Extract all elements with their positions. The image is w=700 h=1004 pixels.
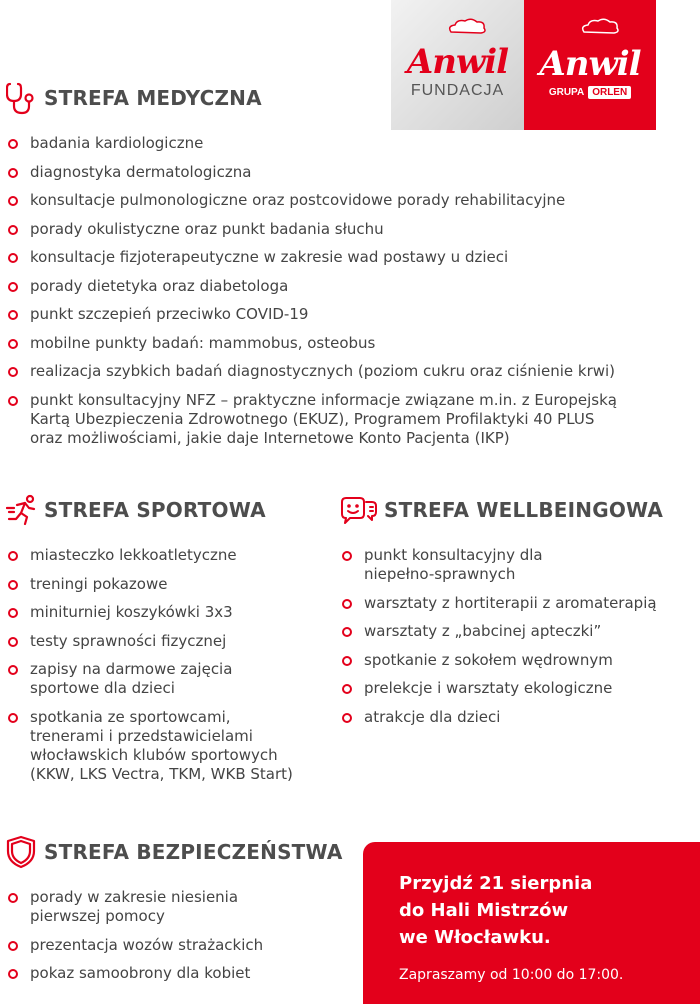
list-item: testy sprawności fizycznej bbox=[8, 632, 308, 651]
wellbeing-zone-title: STREFA WELLBEINGOWA bbox=[384, 498, 664, 522]
list-item: treningi pokazowe bbox=[8, 575, 308, 594]
orlen-badge: ORLEN bbox=[588, 86, 631, 99]
list-item: miniturniej koszykówki 3x3 bbox=[8, 603, 308, 622]
list-item: punkt konsultacyjny NFZ – praktyczne informacje związane m.in. z Europejską Kartą Ubezpieczenia Zdrowotnego (EKUZ), Programem Profilaktyki 40 PLUS oraz możliwościami, jakie daje Internetowe Konto Pacjenta (IKP) bbox=[8, 391, 628, 448]
safety-zone-title: STREFA BEZPIECZEŃSTWA bbox=[44, 840, 343, 864]
list-item: porady dietetyka oraz diabetologa bbox=[8, 277, 628, 296]
medical-list bbox=[8, 134, 628, 448]
event-date-line: Przyjdź 21 sierpnia bbox=[399, 873, 593, 894]
list-item: warsztaty z „babcinej apteczki” bbox=[342, 622, 672, 641]
medical-zone bbox=[6, 78, 646, 457]
safety-zone bbox=[6, 832, 351, 993]
wellbeing-zone-header bbox=[340, 490, 680, 530]
event-hours: Zapraszamy od 10:00 do 17:00. bbox=[399, 967, 624, 983]
wellbeing-zone bbox=[340, 490, 680, 736]
list-item: porady w zakresie niesienia pierwszej pomocy bbox=[8, 888, 250, 926]
runner-icon bbox=[6, 491, 44, 529]
list-item: pokaz samoobrony dla kobiet bbox=[8, 964, 288, 983]
list-item: realizacja szybkich badań diagnostycznych (poziom cukru oraz ciśnienie krwi) bbox=[8, 362, 628, 381]
event-city-line: we Włocławku. bbox=[399, 927, 551, 948]
group-brand: Anwil bbox=[539, 43, 641, 84]
list-item: mobilne punkty badań: mammobus, osteobus bbox=[8, 334, 628, 353]
shield-icon bbox=[6, 833, 44, 871]
list-item: punkt konsultacyjny dla niepełno-sprawnych bbox=[342, 546, 604, 584]
safety-list bbox=[8, 888, 288, 983]
list-item: prelekcje i warsztaty ekologiczne bbox=[342, 679, 672, 698]
stethoscope-icon bbox=[6, 79, 44, 117]
sport-zone-title: STREFA SPORTOWA bbox=[44, 498, 266, 522]
sport-list bbox=[8, 546, 308, 784]
list-item: warsztaty z hortiterapii z aromaterapią bbox=[342, 594, 672, 613]
event-info-box bbox=[363, 842, 700, 1004]
foundation-brand: Anwil bbox=[406, 42, 509, 82]
wellbeing-list bbox=[342, 546, 672, 727]
safety-zone-header bbox=[6, 832, 351, 872]
list-item: konsultacje pulmonologiczne oraz postcovidowe porady rehabilitacyjne bbox=[8, 191, 628, 210]
list-item: porady okulistyczne oraz punkt badania słuchu bbox=[8, 220, 628, 239]
medical-zone-header bbox=[6, 78, 646, 118]
cloud-icon bbox=[447, 18, 487, 34]
list-item: miasteczko lekkoatletyczne bbox=[8, 546, 308, 565]
list-item: spotkania ze sportowcami, trenerami i przedstawicielami włocławskich klubów sportowych (KKW, LKS Vectra, TKM, WKB Start) bbox=[8, 708, 300, 784]
foundation-subtitle: FUNDACJA bbox=[410, 82, 505, 99]
cloud-icon bbox=[580, 18, 620, 34]
list-item: badania kardiologiczne bbox=[8, 134, 628, 153]
list-item: atrakcje dla dzieci bbox=[342, 708, 672, 727]
list-item: konsultacje fizjoterapeutyczne w zakresie wad postawy u dzieci bbox=[8, 248, 628, 267]
list-item: zapisy na darmowe zajęcia sportowe dla dzieci bbox=[8, 660, 250, 698]
list-item: spotkanie z sokołem wędrownym bbox=[342, 651, 672, 670]
list-item: diagnostyka dermatologiczna bbox=[8, 163, 628, 182]
list-item: prezentacja wozów strażackich bbox=[8, 936, 288, 955]
event-venue-line: do Hali Mistrzów bbox=[399, 900, 569, 921]
sport-zone bbox=[6, 490, 321, 793]
chat-smile-icon bbox=[340, 491, 384, 529]
list-item: punkt szczepień przeciwko COVID-19 bbox=[8, 305, 628, 324]
group-prefix: GRUPA bbox=[548, 86, 585, 98]
medical-zone-title: STREFA MEDYCZNA bbox=[44, 86, 262, 110]
sport-zone-header bbox=[6, 490, 321, 530]
